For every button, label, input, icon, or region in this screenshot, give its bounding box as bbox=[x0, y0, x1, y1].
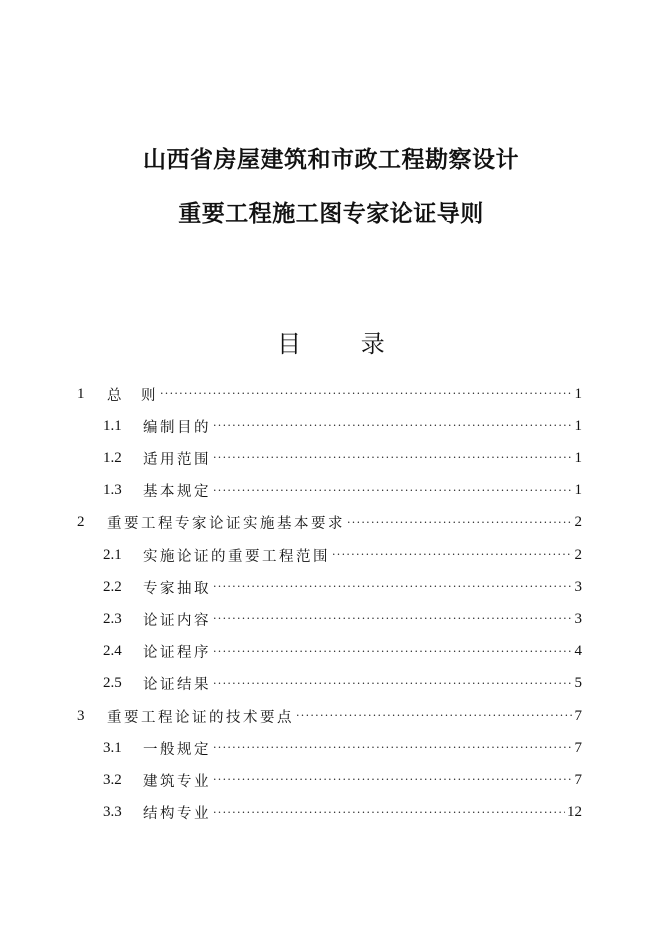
toc-dot-leader bbox=[213, 766, 573, 794]
toc-entry-page-number: 7 bbox=[574, 707, 582, 724]
toc-entry[interactable] bbox=[103, 477, 582, 505]
toc-entry-label: 适用范围 bbox=[143, 451, 211, 468]
toc-entry-number: 3.3 bbox=[103, 804, 122, 821]
toc-entry-number: 1 bbox=[77, 385, 85, 402]
toc-entry-page-number: 1 bbox=[574, 482, 582, 499]
toc-entry[interactable] bbox=[77, 380, 582, 408]
toc-dot-leader bbox=[332, 541, 573, 569]
toc-entry-label: 论证程序 bbox=[143, 645, 211, 662]
toc-entry-number: 2 bbox=[77, 514, 85, 531]
toc-dot-leader bbox=[213, 444, 573, 472]
toc-entry-number: 1.3 bbox=[103, 482, 122, 499]
toc-entry-label: 结构专业 bbox=[143, 806, 211, 823]
document-title-line-1: 山西省房屋建筑和市政工程勘察设计 bbox=[143, 146, 519, 173]
toc-entry-page-number: 5 bbox=[574, 675, 582, 692]
toc-entry[interactable] bbox=[103, 670, 582, 698]
toc-dot-leader bbox=[213, 734, 573, 762]
toc-entry-number: 2.5 bbox=[103, 675, 122, 692]
toc-entry[interactable] bbox=[103, 799, 582, 827]
toc-entry-page-number: 2 bbox=[574, 514, 582, 531]
toc-entry[interactable] bbox=[77, 702, 582, 730]
toc-entry[interactable] bbox=[103, 605, 582, 633]
toc-entry-page-number: 3 bbox=[574, 610, 582, 627]
toc-entry-number: 1.1 bbox=[103, 417, 122, 434]
toc-entry-label: 编制目的 bbox=[143, 419, 211, 436]
toc-entry-page-number: 3 bbox=[574, 578, 582, 595]
toc-entry-page-number: 7 bbox=[574, 771, 582, 788]
toc-entry-label: 论证结果 bbox=[143, 677, 211, 694]
toc-entry[interactable] bbox=[103, 412, 582, 440]
toc-entry[interactable] bbox=[103, 541, 582, 569]
toc-entry-number: 2.4 bbox=[103, 643, 122, 660]
toc-entry-label: 专家抽取 bbox=[143, 580, 211, 597]
toc-dot-leader bbox=[213, 573, 573, 601]
toc-entry[interactable] bbox=[103, 766, 582, 794]
toc-entry-label: 实施论证的重要工程范围 bbox=[143, 548, 330, 565]
toc-entry-number: 2.3 bbox=[103, 610, 122, 627]
toc-entry-label: 建筑专业 bbox=[143, 773, 211, 790]
toc-dot-leader bbox=[213, 799, 565, 827]
toc-entry-label: 基本规定 bbox=[143, 484, 211, 501]
toc-entry-label: 一般规定 bbox=[143, 741, 211, 758]
toc-dot-leader bbox=[213, 638, 573, 666]
toc-dot-leader bbox=[296, 702, 573, 730]
toc-entry-page-number: 4 bbox=[574, 643, 582, 660]
toc-entry-number: 3.2 bbox=[103, 771, 122, 788]
toc-entry-label: 重要工程专家论证实施基本要求 bbox=[107, 516, 345, 533]
toc-entry-page-number: 12 bbox=[567, 804, 582, 821]
toc-entry[interactable] bbox=[103, 444, 582, 472]
document-title-line-2: 重要工程施工图专家论证导则 bbox=[178, 200, 484, 227]
toc-dot-leader bbox=[160, 380, 573, 408]
toc-entry-page-number: 2 bbox=[574, 546, 582, 563]
toc-dot-leader bbox=[213, 605, 573, 633]
toc-entry-page-number: 1 bbox=[574, 385, 582, 402]
toc-heading: 目 录 bbox=[277, 330, 411, 358]
toc-dot-leader bbox=[213, 670, 573, 698]
toc-entry[interactable] bbox=[103, 734, 582, 762]
toc-entry-number: 2.1 bbox=[103, 546, 122, 563]
toc-entry-number: 1.2 bbox=[103, 449, 122, 466]
toc-entry[interactable] bbox=[103, 573, 582, 601]
toc-entry[interactable] bbox=[103, 638, 582, 666]
toc-entry-label: 论证内容 bbox=[143, 612, 211, 629]
toc-dot-leader bbox=[347, 509, 573, 537]
toc-entry-page-number: 7 bbox=[574, 739, 582, 756]
toc-entry-label: 总 则 bbox=[107, 387, 158, 404]
toc-entry-number: 3.1 bbox=[103, 739, 122, 756]
toc-entry-number: 3 bbox=[77, 707, 85, 724]
toc-entry-number: 2.2 bbox=[103, 578, 122, 595]
toc-dot-leader bbox=[213, 412, 573, 440]
toc-entry-page-number: 1 bbox=[574, 417, 582, 434]
toc-entry[interactable] bbox=[77, 509, 582, 537]
toc-entry-label: 重要工程论证的技术要点 bbox=[107, 709, 294, 726]
toc-entry-page-number: 1 bbox=[574, 449, 582, 466]
toc-dot-leader bbox=[213, 477, 573, 505]
